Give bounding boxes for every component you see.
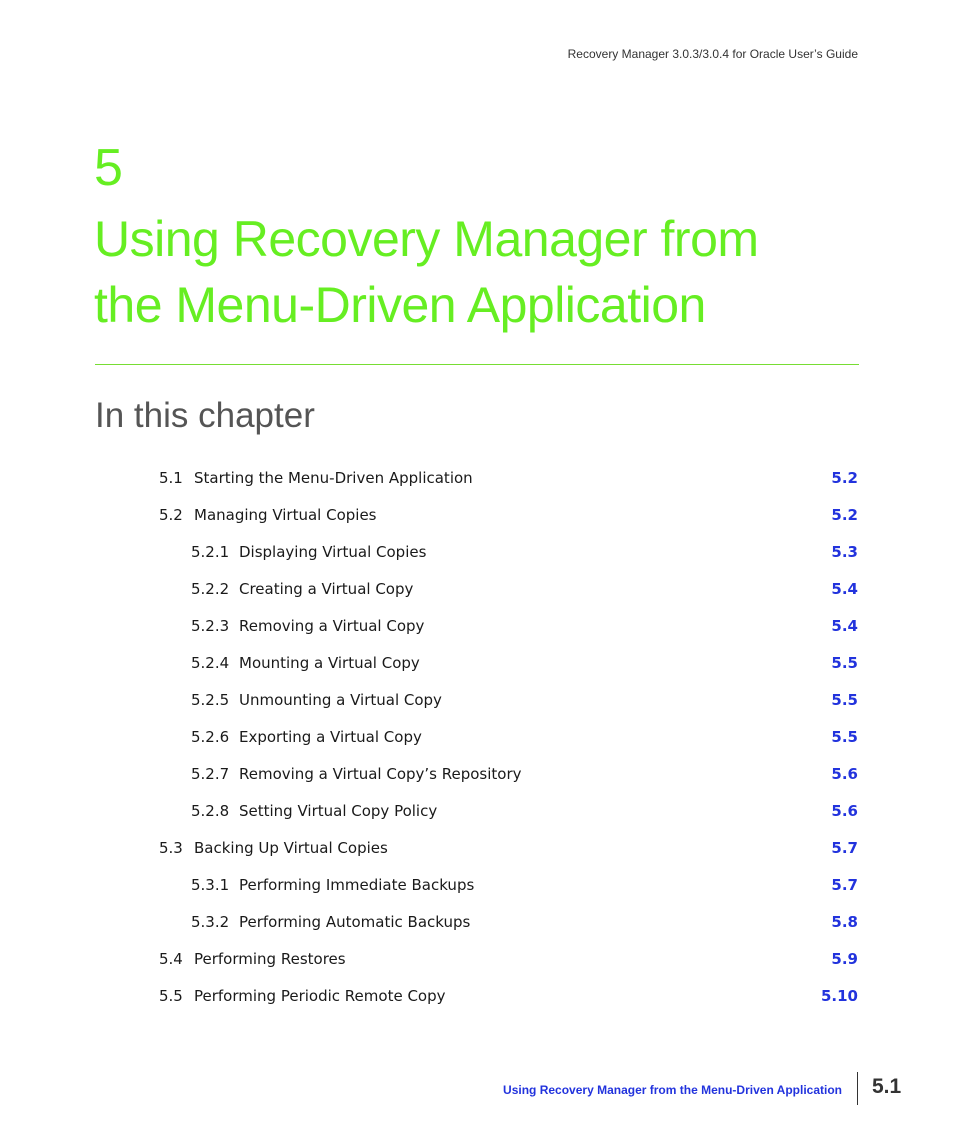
footer-page-number: 5.1 [872,1075,902,1098]
toc-entry-number: 5.2.1 [191,543,230,561]
toc-entry-number: 5.3 [159,839,183,857]
toc-entry-page-link[interactable]: 5.5 [831,691,858,709]
toc-entry-label[interactable]: Removing a Virtual Copy [239,617,425,635]
footer-chapter-title[interactable]: Using Recovery Manager from the Menu-Driven Application [503,1083,842,1097]
toc-entry-page-link[interactable]: 5.9 [831,950,858,968]
toc-entry-page-link[interactable]: 5.8 [831,913,858,931]
toc-entry-label[interactable]: Performing Periodic Remote Copy [194,987,446,1005]
toc-entry-number: 5.3.2 [191,913,230,931]
running-header: Recovery Manager 3.0.3/3.0.4 for Oracle User’s Guide [567,47,858,61]
toc-entry-label[interactable]: Backing Up Virtual Copies [194,839,388,857]
toc-entry-label[interactable]: Performing Restores [194,950,346,968]
toc-entry-page-link[interactable]: 5.5 [831,728,858,746]
toc-entry-number: 5.1 [159,469,183,487]
toc-entry[interactable] [0,867,954,904]
toc-entry-label[interactable]: Unmounting a Virtual Copy [239,691,442,709]
toc-entry-page-link[interactable]: 5.7 [831,876,858,894]
toc-entry-page-link[interactable]: 5.6 [831,802,858,820]
toc-entry-label[interactable]: Performing Immediate Backups [239,876,475,894]
toc-entry[interactable] [0,460,954,497]
toc-entry-number: 5.2.4 [191,654,230,672]
toc-entry-label[interactable]: Starting the Menu-Driven Application [194,469,473,487]
toc-entry-page-link[interactable]: 5.2 [831,506,858,524]
toc-entry-label[interactable]: Performing Automatic Backups [239,913,471,931]
toc-entry-number: 5.2.8 [191,802,230,820]
toc-entry[interactable] [0,978,954,1015]
toc-entry-number: 5.2.7 [191,765,230,783]
toc-entry-number: 5.2.6 [191,728,230,746]
section-heading: In this chapter [95,396,315,435]
toc-entry-page-link[interactable]: 5.2 [831,469,858,487]
toc-entry-number: 5.3.1 [191,876,230,894]
toc-entry-number: 5.4 [159,950,183,968]
toc-entry-label[interactable]: Exporting a Virtual Copy [239,728,422,746]
title-divider [95,364,859,365]
toc-entry-page-link[interactable]: 5.6 [831,765,858,783]
toc-entry-number: 5.2.3 [191,617,230,635]
toc-entry[interactable] [0,682,954,719]
toc-entry[interactable] [0,941,954,978]
toc-entry-page-link[interactable]: 5.3 [831,543,858,561]
toc-entry-label[interactable]: Displaying Virtual Copies [239,543,427,561]
toc-entry-label[interactable]: Setting Virtual Copy Policy [239,802,438,820]
toc-entry-label[interactable]: Creating a Virtual Copy [239,580,414,598]
toc-entry-page-link[interactable]: 5.7 [831,839,858,857]
toc-entry[interactable] [0,830,954,867]
toc-entry-label[interactable]: Removing a Virtual Copy’s Repository [239,765,522,783]
chapter-number: 5 [94,139,123,197]
toc-entry[interactable] [0,756,954,793]
toc-entry[interactable] [0,793,954,830]
toc-entry-number: 5.2.2 [191,580,230,598]
toc-entry-page-link[interactable]: 5.4 [831,580,858,598]
chapter-title-line-2: the Menu-Driven Application [94,277,706,333]
toc-entry-number: 5.2 [159,506,183,524]
toc-entry-page-link[interactable]: 5.4 [831,617,858,635]
toc-entry-label[interactable]: Managing Virtual Copies [194,506,377,524]
toc-entry-page-link[interactable]: 5.5 [831,654,858,672]
toc-entry-label[interactable]: Mounting a Virtual Copy [239,654,420,672]
toc-entry-number: 5.5 [159,987,183,1005]
toc-entry-number: 5.2.5 [191,691,230,709]
toc-entry[interactable] [0,645,954,682]
footer-divider [857,1072,858,1105]
chapter-title-line-1: Using Recovery Manager from [94,211,759,267]
toc-entry[interactable] [0,719,954,756]
toc-entry[interactable] [0,497,954,534]
chapter-title [94,206,874,338]
toc-entry[interactable] [0,571,954,608]
toc-entry[interactable] [0,608,954,645]
toc-entry[interactable] [0,904,954,941]
toc-entry[interactable] [0,534,954,571]
toc-entry-page-link[interactable]: 5.10 [820,987,858,1005]
